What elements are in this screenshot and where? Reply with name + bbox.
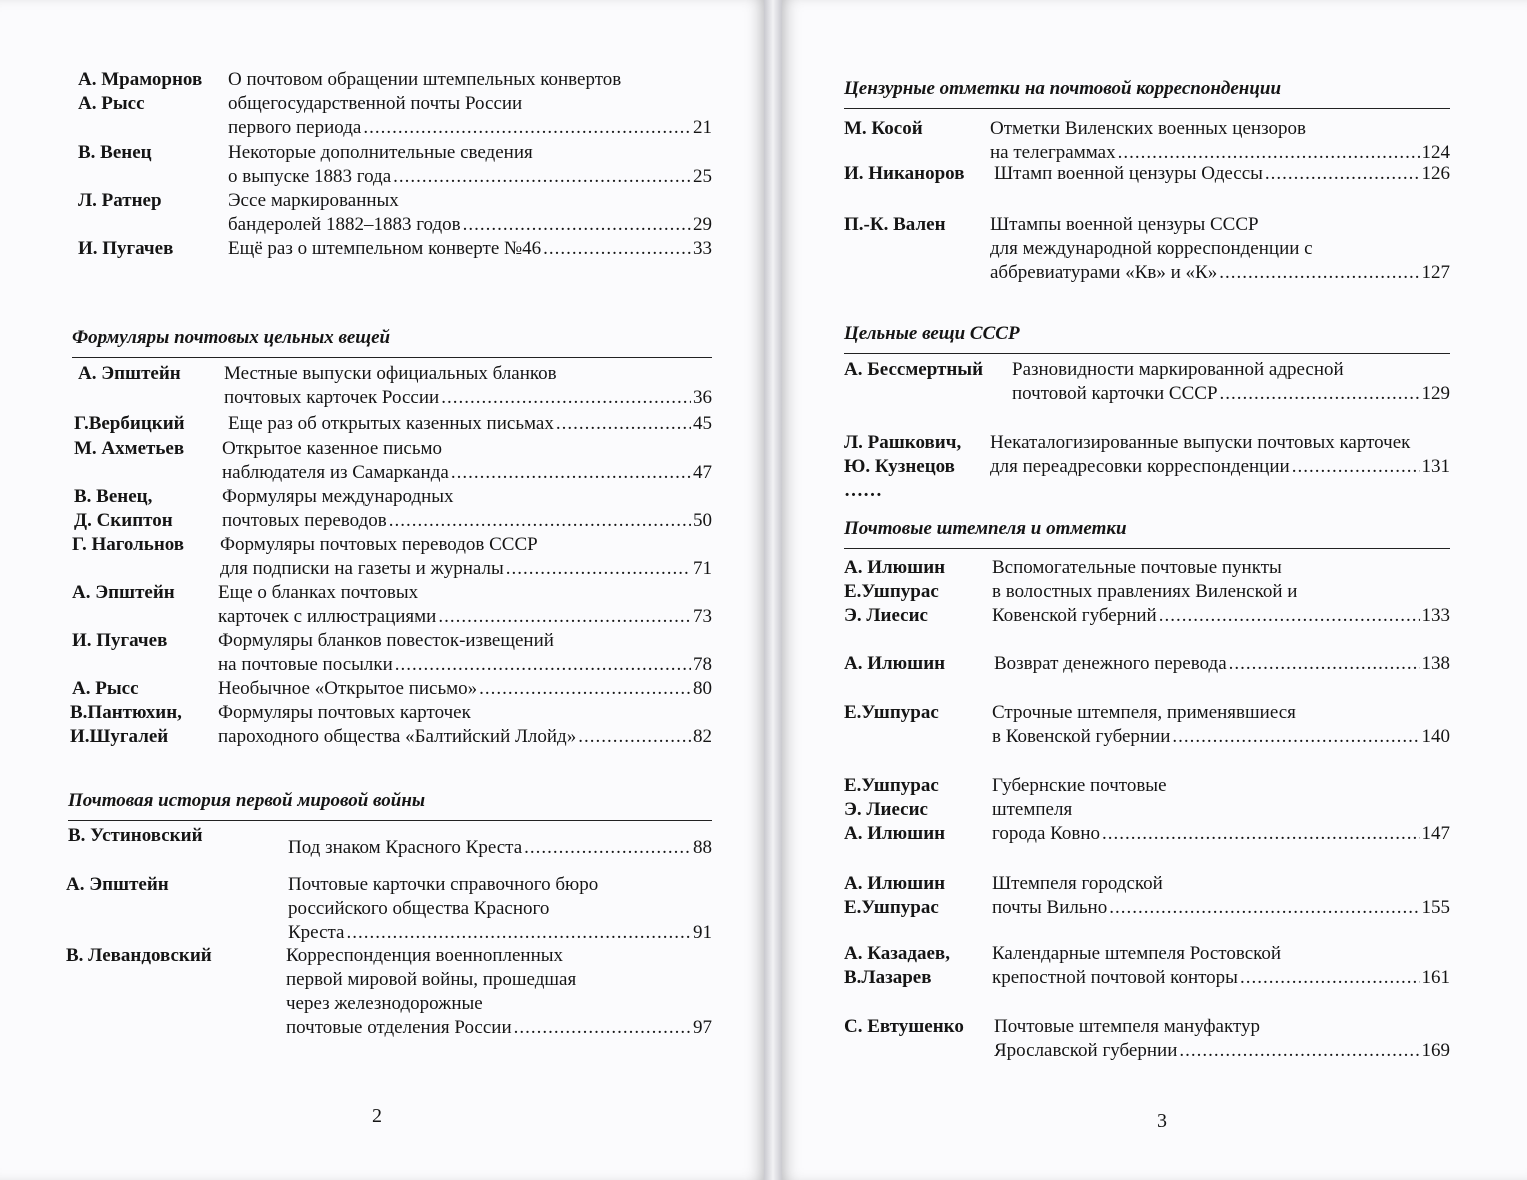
dot-leader xyxy=(395,653,691,677)
toc-entry-title xyxy=(288,836,712,860)
section-rule xyxy=(844,548,1450,549)
page-ref: 140 xyxy=(1421,726,1450,747)
title-text: Возврат денежного перевода xyxy=(994,653,1227,674)
toc-entry-title xyxy=(994,652,1450,676)
page-ref: 161 xyxy=(1421,967,1450,988)
toc-entry-title xyxy=(224,362,712,410)
title-text: бандеролей 1882–1883 годов xyxy=(228,214,461,235)
title-line xyxy=(990,455,1450,479)
toc-entry-title xyxy=(288,873,712,945)
title-text: Разновидности маркированной адресной xyxy=(1012,359,1344,380)
section-rule xyxy=(72,357,712,358)
book-gutter xyxy=(764,0,782,1180)
title-text: Штамп военной цензуры Одессы xyxy=(994,163,1263,184)
title-text: пароходного общества «Балтийский Ллойд» xyxy=(218,726,577,747)
title-line xyxy=(222,485,712,509)
title-text: Некаталогизированные выпуски почтовых карточек xyxy=(990,432,1411,453)
toc-entry-title xyxy=(992,556,1450,628)
dot-leader xyxy=(479,677,691,701)
dot-leader xyxy=(1109,896,1419,920)
title-text: штемпеля xyxy=(992,799,1073,820)
title-text: Отметки Виленских военных цензоров xyxy=(990,118,1306,139)
title-text: Формуляры почтовых карточек xyxy=(218,702,471,723)
page-ref: 47 xyxy=(693,462,712,483)
page-ref: 127 xyxy=(1421,262,1450,283)
dot-leader xyxy=(1219,261,1419,285)
title-line xyxy=(286,968,712,992)
dot-leader xyxy=(1102,822,1420,846)
author-name: Г. Нагольнов xyxy=(72,534,185,555)
title-line xyxy=(992,774,1450,798)
title-text: Календарные штемпеля Ростовской xyxy=(992,943,1282,964)
dot-leader xyxy=(506,557,691,581)
title-line xyxy=(990,261,1450,285)
dot-leader xyxy=(524,836,691,860)
author-name: А. Рысс xyxy=(72,678,139,699)
author-name: Е.Ушпурас xyxy=(844,897,939,918)
author-name: А. Илюшин xyxy=(844,557,946,578)
title-text: первого периода xyxy=(228,117,362,138)
toc-entry-authors xyxy=(844,942,950,990)
title-line xyxy=(1012,382,1450,406)
page-ref: 71 xyxy=(693,558,712,579)
dot-leader xyxy=(438,605,691,629)
toc-entry-authors xyxy=(72,629,167,653)
title-line xyxy=(994,1039,1450,1063)
author-name: Э. Лиесис xyxy=(844,605,928,626)
toc-entry-authors xyxy=(844,358,983,382)
dot-leader xyxy=(1265,162,1420,186)
page-ref: 50 xyxy=(693,510,712,531)
title-line xyxy=(1012,358,1450,382)
toc-entry-authors xyxy=(66,944,212,968)
dot-leader xyxy=(543,237,691,261)
toc-entry-authors xyxy=(78,189,162,213)
title-line xyxy=(994,162,1450,186)
title-text: города Ковно xyxy=(992,823,1100,844)
page-ref: 147 xyxy=(1421,823,1450,844)
toc-entry-authors xyxy=(844,556,945,628)
title-text: о выпуске 1883 года xyxy=(228,166,392,187)
title-text: первой мировой войны, прошедшая xyxy=(286,969,577,990)
author-name: В. Устиновский xyxy=(68,825,203,846)
title-line xyxy=(218,725,712,749)
title-text: Креста xyxy=(288,922,345,943)
page-ref: 126 xyxy=(1421,163,1450,184)
title-line xyxy=(218,701,712,725)
page-ref: 88 xyxy=(693,837,712,858)
dot-leader xyxy=(556,412,691,436)
author-name: Е.Ушпурас xyxy=(844,581,939,602)
author-name: А. Бессмертный xyxy=(844,359,984,380)
dot-leader xyxy=(1292,455,1420,479)
toc-entry-title xyxy=(992,942,1450,990)
author-name: Л. Рашкович, xyxy=(844,432,962,453)
dot-leader xyxy=(363,116,691,140)
toc-entry-authors xyxy=(74,412,185,436)
title-text: почтовой карточки СССР xyxy=(1012,383,1218,404)
author-name: А. Рысс xyxy=(78,93,145,114)
title-line xyxy=(228,165,712,189)
title-text: Вспомогательные почтовые пункты xyxy=(992,557,1282,578)
title-text: в Ковенской губернии xyxy=(992,726,1171,747)
title-text: почтовых карточек России xyxy=(224,387,440,408)
title-line xyxy=(218,581,712,605)
title-text: Формуляры почтовых переводов СССР xyxy=(220,534,538,555)
author-name: С. Евтушенко xyxy=(844,1016,964,1037)
toc-entry-authors xyxy=(844,431,961,503)
title-line xyxy=(228,68,712,92)
toc-entry-authors xyxy=(74,485,173,533)
title-line xyxy=(994,652,1450,676)
title-line xyxy=(228,412,712,436)
dot-leader xyxy=(1229,652,1420,676)
title-line xyxy=(222,461,712,485)
section-rule xyxy=(844,108,1450,109)
author-name: Л. Ратнер xyxy=(78,190,162,211)
toc-entry-authors xyxy=(844,701,939,725)
dot-leader xyxy=(514,1016,691,1040)
toc-entry-authors xyxy=(844,652,945,676)
title-line xyxy=(992,725,1450,749)
toc-entry-title xyxy=(218,677,712,701)
title-line xyxy=(992,872,1450,896)
toc-entry-authors xyxy=(844,117,923,141)
toc-entry-title xyxy=(990,213,1450,285)
dot-leader xyxy=(1240,966,1420,990)
title-text: Корреспонденция военнопленных xyxy=(286,945,564,966)
title-line xyxy=(992,942,1450,966)
title-line xyxy=(992,822,1450,846)
author-name: М. Косой xyxy=(844,118,923,139)
toc-entry-title xyxy=(994,1015,1450,1063)
title-line xyxy=(218,653,712,677)
title-text: для переадресовки корреспонденции xyxy=(990,456,1290,477)
toc-entry-title xyxy=(228,412,712,436)
toc-entry-title xyxy=(228,237,712,261)
title-line xyxy=(992,580,1450,604)
page-ref: 73 xyxy=(693,606,712,627)
title-line xyxy=(222,509,712,533)
toc-entry-authors xyxy=(844,872,945,920)
title-text: О почтовом обращении штемпельных конвертов xyxy=(228,69,622,90)
title-text: Ещё раз о штемпельном конверте №46 xyxy=(228,238,542,259)
page-ref: 131 xyxy=(1421,456,1450,477)
title-line xyxy=(224,386,712,410)
title-line xyxy=(286,1016,712,1040)
toc-entry-authors xyxy=(844,774,945,846)
title-line xyxy=(222,437,712,461)
title-line xyxy=(218,677,712,701)
author-name: А. Казадаев, xyxy=(844,943,950,964)
title-line xyxy=(228,116,712,140)
author-name: Э. Лиесис xyxy=(844,799,928,820)
title-line xyxy=(990,431,1450,455)
author-name: А. Илюшин xyxy=(844,873,946,894)
title-line xyxy=(288,836,712,860)
title-line xyxy=(288,897,712,921)
title-text: Почтовые карточки справочного бюро xyxy=(288,874,599,895)
toc-entry-title xyxy=(228,189,712,237)
title-line xyxy=(990,213,1450,237)
title-text: Формуляры международных xyxy=(222,486,454,507)
dot-leader xyxy=(1179,1039,1419,1063)
author-name: А. Эпштейн xyxy=(78,363,181,384)
page-ref: 29 xyxy=(693,214,712,235)
toc-entry-authors xyxy=(68,824,203,848)
author-name: Е.Ушпурас xyxy=(844,702,939,723)
title-text: почтовых переводов xyxy=(222,510,387,531)
section-heading: Формуляры почтовых цельных вещей xyxy=(72,327,391,348)
title-text: Губернские почтовые xyxy=(992,775,1167,796)
author-name: Д. Скиптон xyxy=(74,510,173,531)
section-rule xyxy=(844,353,1450,354)
author-name: В. Венец, xyxy=(74,486,153,507)
title-text: Почтовые штемпеля мануфактур xyxy=(994,1016,1261,1037)
title-text: для международной корреспонденции с xyxy=(990,238,1313,259)
dot-leader xyxy=(346,921,691,945)
right-page xyxy=(782,0,1527,1180)
title-text: Местные выпуски официальных бланков xyxy=(224,363,557,384)
title-text: Открытое казенное письмо xyxy=(222,438,443,459)
section-heading: Цензурные отметки на почтовой корреспонденции xyxy=(844,78,1282,99)
toc-entry-title xyxy=(994,162,1450,186)
dot-leader xyxy=(441,386,691,410)
toc-entry-title xyxy=(220,533,712,581)
title-line xyxy=(224,362,712,386)
page-ref: 97 xyxy=(693,1017,712,1038)
toc-entry-title xyxy=(218,581,712,629)
page-ref: 78 xyxy=(693,654,712,675)
toc-entry-authors xyxy=(78,237,173,261)
toc-entry-title xyxy=(992,774,1450,846)
title-line xyxy=(992,896,1450,920)
dot-leader xyxy=(393,165,691,189)
toc-entry-authors xyxy=(72,677,139,701)
dot-leader xyxy=(1172,725,1419,749)
dot-leader xyxy=(578,725,691,749)
page-ref: 155 xyxy=(1421,897,1450,918)
toc-entry-authors xyxy=(72,581,175,605)
page-ref: 82 xyxy=(693,726,712,747)
author-name: И.Шугалей xyxy=(70,726,169,747)
page-ref: 80 xyxy=(693,678,712,699)
page-ref: 21 xyxy=(693,117,712,138)
toc-entry-title xyxy=(990,117,1450,165)
dot-leader xyxy=(451,461,691,485)
title-line xyxy=(990,117,1450,141)
title-text: через железнодорожные xyxy=(286,993,483,1014)
title-line xyxy=(218,629,712,653)
toc-entry-title xyxy=(228,68,712,140)
title-text: Еще о бланках почтовых xyxy=(218,582,419,603)
title-text: крепостной почтовой конторы xyxy=(992,967,1238,988)
author-name: И. Пугачев xyxy=(78,238,174,259)
toc-entry-title xyxy=(1012,358,1450,406)
title-line xyxy=(992,966,1450,990)
section-rule xyxy=(68,820,712,821)
title-line xyxy=(288,921,712,945)
author-name: И. Никаноров xyxy=(844,163,965,184)
title-text: карточек с иллюстрациями xyxy=(218,606,437,627)
toc-entry-authors xyxy=(74,437,184,461)
title-text: Штемпеля городской xyxy=(992,873,1163,894)
title-line xyxy=(286,992,712,1016)
author-name: А. Мраморнов xyxy=(78,69,203,90)
title-text: аббревиатурами «Кв» и «К» xyxy=(990,262,1218,283)
page-ref: 33 xyxy=(693,238,712,259)
page-ref: 45 xyxy=(693,413,712,434)
toc-entry-authors xyxy=(844,162,964,186)
title-line xyxy=(218,605,712,629)
toc-entry-authors xyxy=(844,213,946,237)
section-heading: Почтовая история первой мировой войны xyxy=(68,790,426,811)
author-name: А. Эпштейн xyxy=(72,582,175,603)
dot-leader xyxy=(463,213,691,237)
toc-entry-title xyxy=(218,701,712,749)
toc-entry-authors xyxy=(844,1015,964,1039)
author-name: В. Левандовский xyxy=(66,945,212,966)
author-name: А. Илюшин xyxy=(844,653,946,674)
page-ref: 169 xyxy=(1421,1040,1450,1061)
title-line xyxy=(288,873,712,897)
title-text: Строчные штемпеля, применявшиеся xyxy=(992,702,1296,723)
toc-entry-title xyxy=(222,485,712,533)
title-text: Штампы военной цензуры СССР xyxy=(990,214,1259,235)
title-line xyxy=(220,533,712,557)
title-line xyxy=(228,189,712,213)
title-text: Эссе маркированных xyxy=(228,190,399,211)
title-line xyxy=(228,213,712,237)
toc-entry-title xyxy=(990,431,1450,479)
title-text: наблюдателя из Самарканда xyxy=(222,462,449,483)
title-text: Формуляры бланков повесток-извещений xyxy=(218,630,554,651)
author-name: Е.Ушпурас xyxy=(844,775,939,796)
page-ref: 138 xyxy=(1421,653,1450,674)
title-text: Ковенской губерний xyxy=(992,605,1157,626)
title-line xyxy=(992,798,1450,822)
title-text: Ярославской губернии xyxy=(994,1040,1178,1061)
toc-entry-authors xyxy=(66,873,169,897)
title-text: общегосударственной почты России xyxy=(228,93,523,114)
author-name: В.Лазарев xyxy=(844,967,932,988)
author-name: Г.Вербицкий xyxy=(74,413,185,434)
title-text: на телеграммах xyxy=(990,142,1116,163)
toc-entry-title xyxy=(992,701,1450,749)
author-name: И. Пугачев xyxy=(72,630,168,651)
dot-leader xyxy=(389,509,691,533)
toc-entry-title xyxy=(992,872,1450,920)
toc-entry-authors xyxy=(78,362,181,386)
title-line xyxy=(994,1015,1450,1039)
toc-entry-authors xyxy=(78,141,152,165)
page-number: 2 xyxy=(372,1105,382,1127)
author-name: А. Илюшин xyxy=(844,823,946,844)
page-ref: 124 xyxy=(1421,142,1450,163)
title-line xyxy=(992,556,1450,580)
toc-entry-title xyxy=(228,141,712,189)
title-text: на почтовые посылки xyxy=(218,654,393,675)
title-text: Некоторые дополнительные сведения xyxy=(228,142,533,163)
page-ref: 25 xyxy=(693,166,712,187)
page-ref: 36 xyxy=(693,387,712,408)
title-text: Необычное «Открытое письмо» xyxy=(218,678,478,699)
page-ref: 129 xyxy=(1421,383,1450,404)
dot-leader xyxy=(1159,604,1420,628)
page-ref: 133 xyxy=(1421,605,1450,626)
author-name: П.-К. Вален xyxy=(844,214,946,235)
dot-leader xyxy=(1220,382,1420,406)
page-ref: 91 xyxy=(693,922,712,943)
author-name: …… xyxy=(844,480,882,501)
title-text: почты Вильно xyxy=(992,897,1108,918)
author-name: В.Пантюхин, xyxy=(70,702,182,723)
title-text: Под знаком Красного Креста xyxy=(288,837,523,858)
title-line xyxy=(990,237,1450,261)
title-line xyxy=(992,604,1450,628)
section-heading: Почтовые штемпеля и отметки xyxy=(844,518,1127,539)
toc-entry-title xyxy=(286,944,712,1040)
title-text: почтовые отделения России xyxy=(286,1017,512,1038)
title-line xyxy=(228,141,712,165)
title-line xyxy=(286,944,712,968)
section-heading: Цельные вещи СССР xyxy=(844,323,1020,344)
title-text: в волостных правлениях Виленской и xyxy=(992,581,1298,602)
author-name: А. Эпштейн xyxy=(66,874,169,895)
title-text: для подписки на газеты и журналы xyxy=(220,558,504,579)
toc-entry-title xyxy=(218,629,712,677)
title-text: Еще раз об открытых казенных письмах xyxy=(228,413,554,434)
author-name: М. Ахметьев xyxy=(74,438,185,459)
author-name: Ю. Кузнецов xyxy=(844,456,955,477)
toc-entry-authors xyxy=(78,68,202,116)
toc-entry-title xyxy=(222,437,712,485)
title-line xyxy=(220,557,712,581)
title-text: российского общества Красного xyxy=(288,898,550,919)
title-line xyxy=(228,237,712,261)
title-line xyxy=(992,701,1450,725)
toc-entry-authors xyxy=(70,701,182,749)
author-name: В. Венец xyxy=(78,142,152,163)
toc-entry-authors xyxy=(72,533,184,557)
title-line xyxy=(228,92,712,116)
page-number: 3 xyxy=(1157,1110,1167,1132)
